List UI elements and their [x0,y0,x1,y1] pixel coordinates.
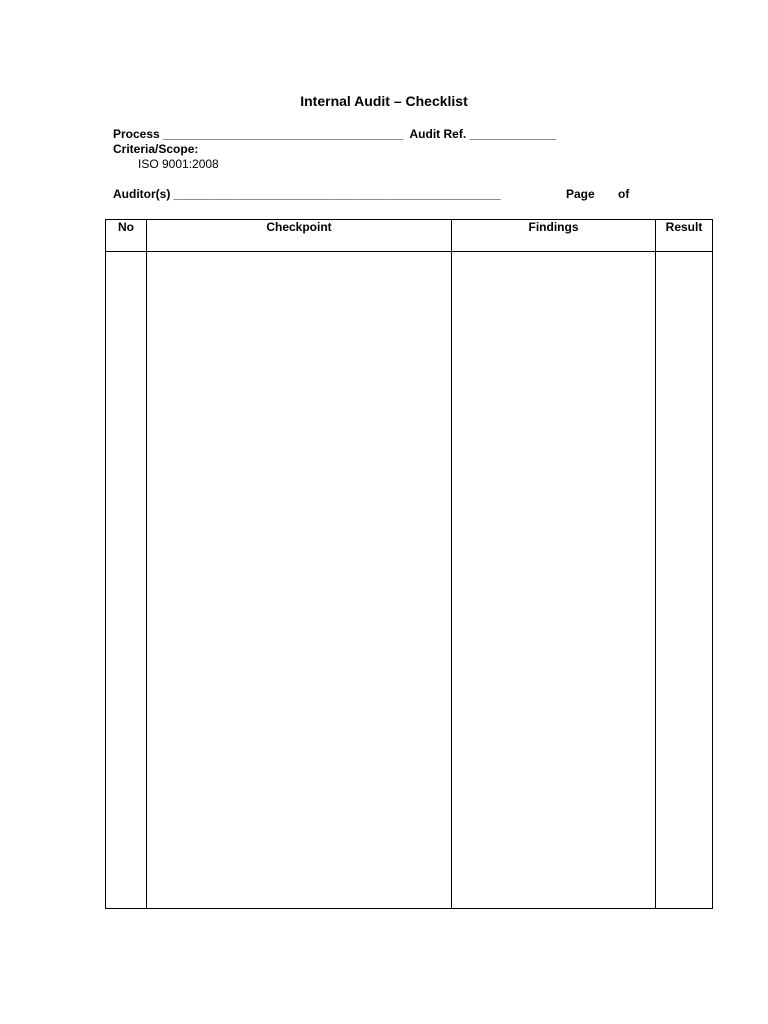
column-divider [451,220,452,908]
document-title: Internal Audit – Checklist [300,93,468,109]
of-label: of [618,187,630,201]
criteria-label: Criteria/Scope: [113,142,199,156]
auditors-line: Auditor(s) _________________________________________________ [113,187,501,201]
criteria-value: ISO 9001:2008 [138,157,219,171]
column-divider [655,220,656,908]
column-header-result: Result [665,220,703,234]
column-header-findings: Findings [528,220,579,234]
column-header-checkpoint: Checkpoint [266,220,332,234]
column-divider [146,220,147,908]
column-header-no: No [118,220,134,234]
checklist-table [105,219,713,909]
page-label: Page [566,187,595,201]
header-divider [106,251,712,252]
process-line: Process ____________________________________ Audit Ref. _____________ [113,127,557,141]
